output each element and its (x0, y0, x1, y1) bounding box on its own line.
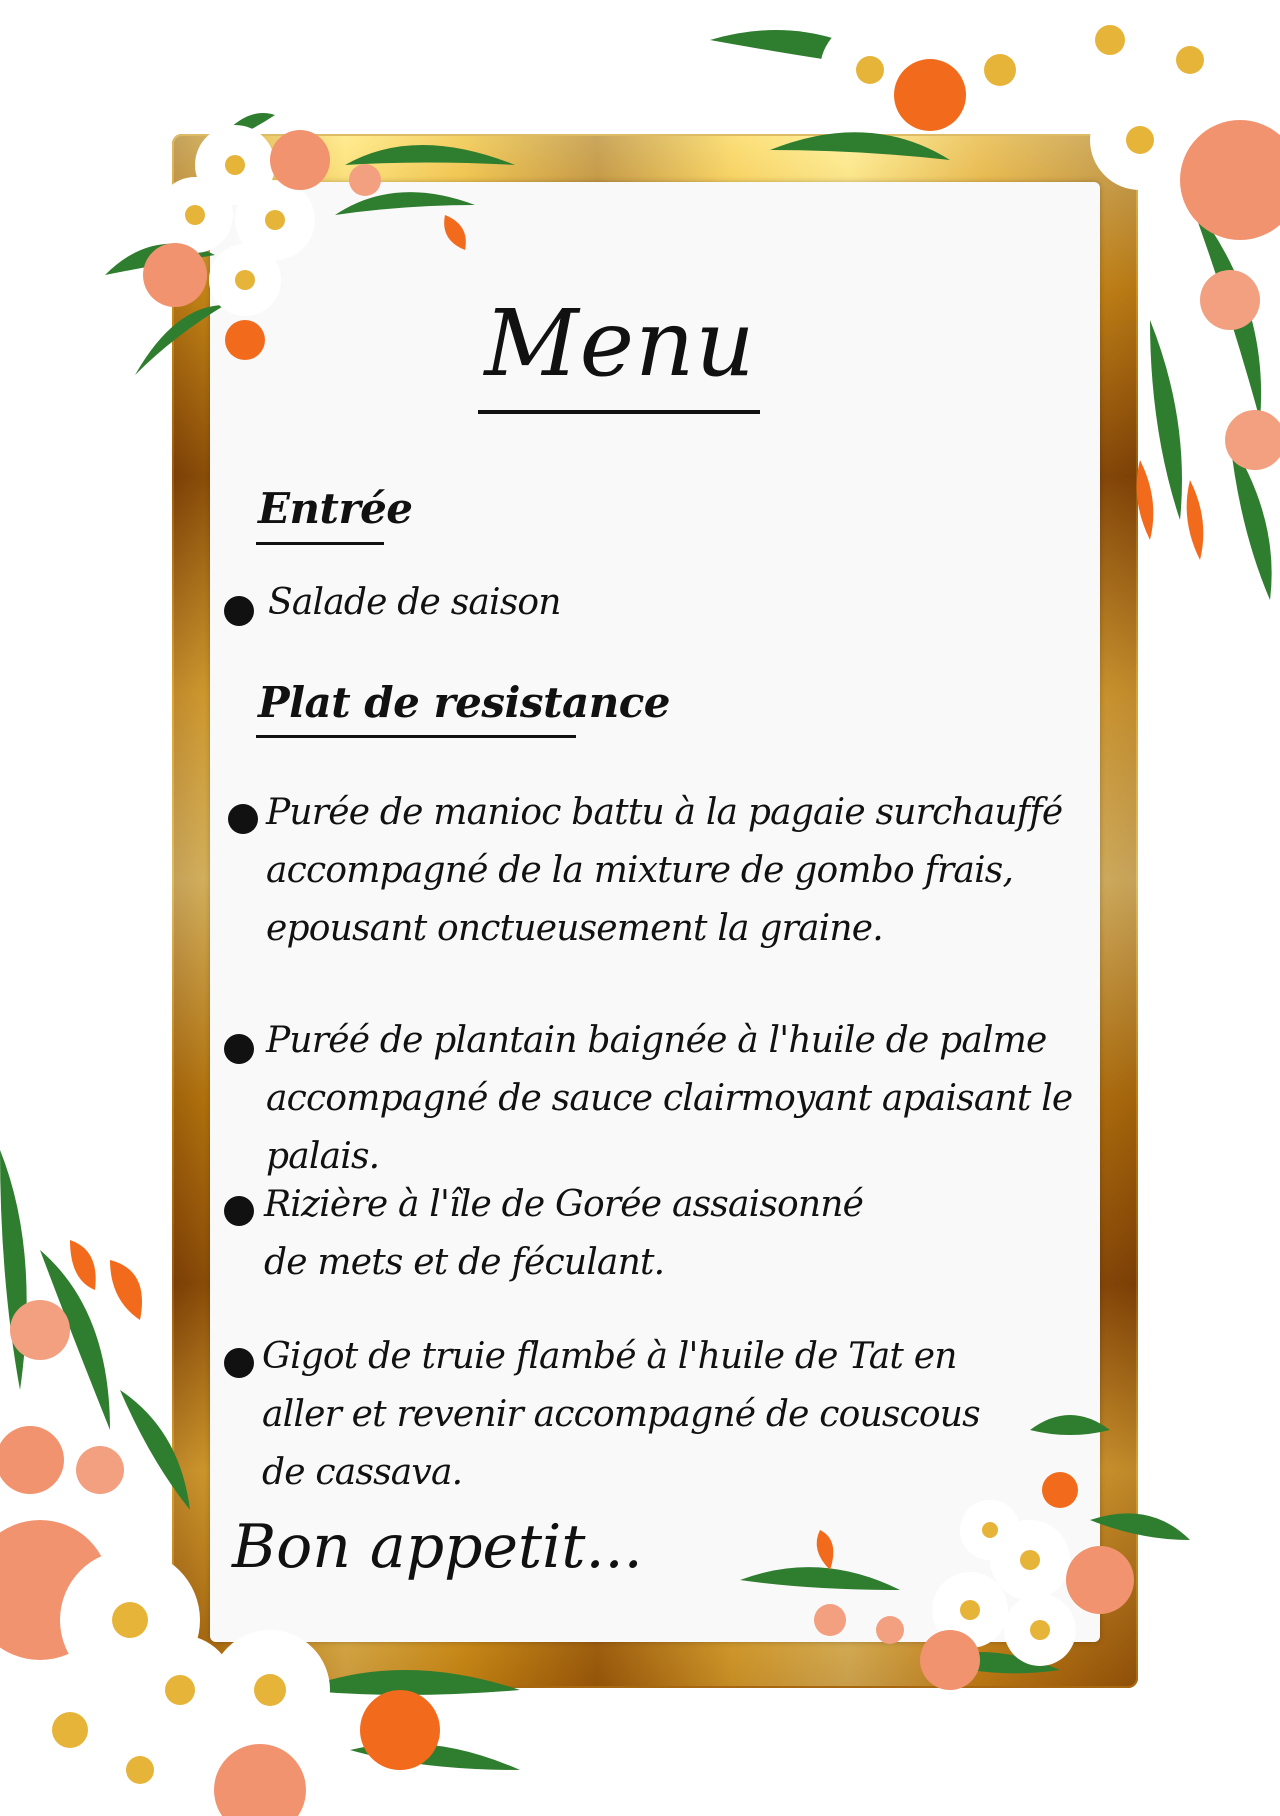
section-heading-underline (256, 542, 384, 545)
section-heading-entree: Entrée (258, 484, 413, 533)
menu-item-text: Salade de saison (268, 582, 561, 623)
bullet-icon (224, 596, 254, 626)
menu-item-text: Gigot de truie flambé à l'huile de Tat en aller et revenir accompagné de couscous de cassava. (262, 1336, 980, 1493)
closing-text: Bon appetit... (232, 1512, 643, 1582)
section-heading-underline (256, 735, 576, 738)
menu-item-text: Puréé de plantain baignée à l'huile de palme accompagné de sauce clairmoyant apaisant le palais. (266, 1020, 1073, 1177)
bullet-icon (224, 1034, 254, 1064)
bullet-icon (224, 1196, 254, 1226)
section-heading-plat: Plat de resistance (258, 678, 671, 727)
bullet-icon (228, 804, 258, 834)
menu-item-text: Rizière à l'île de Gorée assaisonné de mets et de féculant. (264, 1184, 864, 1283)
menu-title: Menu (484, 290, 756, 397)
menu-title-underline (478, 410, 760, 414)
menu-item-text: Purée de manioc battu à la pagaie surchauffé accompagné de la mixture de gombo frais, epousant onctueusement la graine. (266, 792, 1063, 949)
bullet-icon (224, 1348, 254, 1378)
